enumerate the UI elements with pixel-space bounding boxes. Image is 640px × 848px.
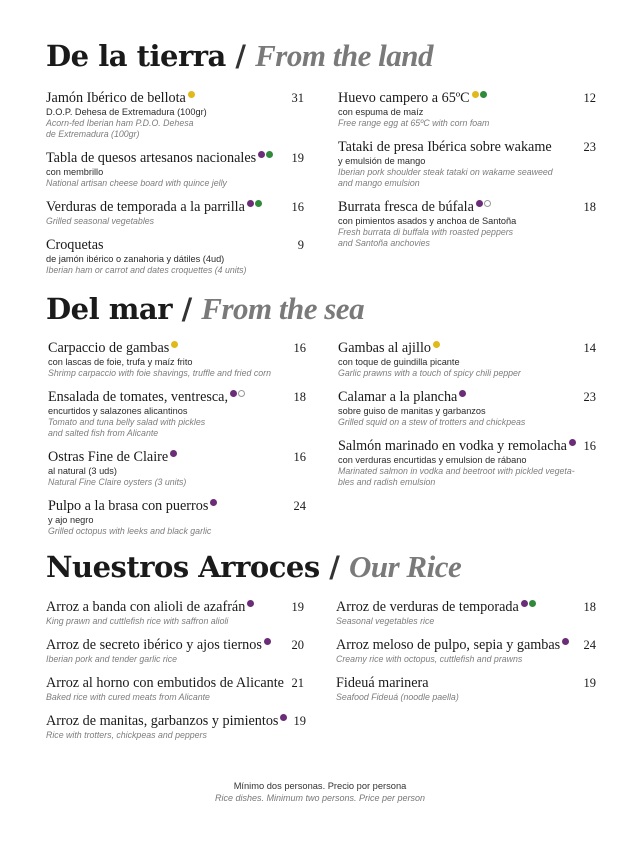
dairy-allergen-icon [569, 439, 576, 446]
menu-item-price: 24 [293, 499, 306, 513]
menu-item [48, 449, 306, 488]
menu-item-header [338, 90, 596, 107]
menu-item-name: Jamón Ibérico de bellota [46, 90, 186, 106]
menu-item-header [46, 637, 304, 654]
menu-item-description: D.O.P. Dehesa de Extremadura (100gr) [46, 107, 207, 117]
menu-item-price: 19 [583, 676, 596, 690]
allergen-badges [521, 600, 536, 607]
egg-allergen-icon [188, 91, 195, 98]
menu-item-translation: National artisan cheese board with quince jelly [46, 178, 227, 188]
dairy-allergen-icon [521, 600, 528, 607]
menu-item-description: encurtidos y salazones alicantinos [48, 406, 188, 416]
menu-item-translation: King prawn and cuttlefish rice with saffron alioli [46, 616, 229, 626]
section-title-en: From the land [255, 38, 433, 73]
menu-item-name: Ensalada de tomates, ventresca, [48, 389, 229, 405]
menu-item-description: y ajo negro [48, 515, 94, 525]
allergen-badges [562, 638, 569, 645]
allergen-badges [280, 714, 287, 721]
menu-item-name: Arroz de manitas, garbanzos y pimientos [46, 713, 279, 729]
menu-item-price: 21 [291, 676, 304, 690]
menu-item [48, 389, 306, 439]
allergen-badges [188, 91, 195, 98]
menu-item-price: 14 [583, 341, 596, 355]
menu-item-header [46, 90, 304, 107]
menu-item-name: Tabla de quesos artesanos nacionales [46, 150, 257, 166]
egg-allergen-icon [433, 341, 440, 348]
menu-item-translation: Seasonal vegetables rice [336, 616, 435, 626]
allergen-badges [230, 390, 245, 397]
menu-item-name: Arroz meloso de pulpo, sepia y gambas [336, 637, 561, 653]
menu-item-header [48, 340, 306, 357]
menu-item-name: Croquetas [46, 237, 104, 253]
menu-item-translation: Grilled squid on a stew of trotters and chickpeas [338, 417, 526, 427]
menu-column-left [48, 340, 306, 547]
egg-allergen-icon [171, 341, 178, 348]
allergen-badges [433, 341, 440, 348]
dairy-allergen-icon [562, 638, 569, 645]
menu-item-translation: Iberian pork and tender garlic rice [46, 654, 178, 664]
allergen-badges [171, 341, 178, 348]
section-title-en: From the sea [201, 291, 365, 326]
dairy-allergen-icon [280, 714, 287, 721]
menu-column-right [338, 340, 596, 498]
menu-item [46, 237, 304, 276]
menu-item [338, 139, 596, 189]
vegetarian-icon [266, 151, 273, 158]
menu-item-description: con membrillo [46, 167, 104, 177]
menu-item-name: Carpaccio de gambas [48, 340, 170, 356]
dairy-allergen-icon [247, 600, 254, 607]
allergen-badges [459, 390, 466, 397]
menu-item [48, 340, 306, 379]
dairy-allergen-icon [247, 200, 254, 207]
menu-item-translation: Seafood Fideuá (noodle paella) [336, 692, 459, 702]
menu-item-description: con verduras encurtidas y emulsion de rábano [338, 455, 527, 465]
menu-item [338, 90, 596, 129]
menu-item-translation: Tomato and tuna belly salad with pickles [48, 417, 206, 427]
menu-column-right [338, 90, 596, 259]
menu-item-translation: and salted fish from Alicante [48, 428, 159, 438]
menu-item [46, 599, 304, 627]
menu-item-description: al natural (3 uds) [48, 466, 117, 476]
menu-item-name: Ostras Fine de Claire [48, 449, 169, 465]
menu-item [338, 438, 596, 488]
dairy-allergen-icon [459, 390, 466, 397]
allergen-badges [258, 151, 273, 158]
menu-item-translation: Baked rice with cured meats from Alicante [46, 692, 210, 702]
allergen-badges [264, 638, 271, 645]
allergen-badges [170, 450, 177, 457]
menu-item [46, 713, 304, 741]
menu-item-translation: Iberian pork shoulder steak tataki on wakame seaweed [338, 167, 553, 177]
menu-item-price: 16 [583, 439, 596, 453]
menu-item-price: 9 [297, 238, 304, 252]
menu-item-description: y emulsión de mango [338, 156, 426, 166]
menu-item-header [338, 438, 596, 455]
menu-item-price: 23 [583, 140, 596, 154]
menu-item-name: Huevo campero a 65ºC [338, 90, 470, 106]
allergen-badges [247, 600, 254, 607]
menu-item-price: 18 [583, 200, 596, 214]
menu-item-name: Tataki de presa Ibérica sobre wakame [338, 139, 552, 155]
menu-item-price: 31 [291, 91, 304, 105]
menu-item-price: 23 [583, 390, 596, 404]
menu-item-translation: Natural Fine Claire oysters (3 units) [48, 477, 187, 487]
title-separator: / [235, 39, 246, 73]
menu-item-price: 24 [583, 638, 596, 652]
menu-item-description: con toque de guindilla picante [338, 357, 460, 367]
menu-item-translation: Fresh burrata di buffala with roasted peppers [338, 227, 514, 237]
menu-item [48, 498, 306, 537]
menu-item [338, 340, 596, 379]
menu-item [336, 599, 596, 627]
menu-item-price: 16 [293, 341, 306, 355]
dairy-allergen-icon [258, 151, 265, 158]
menu-item-name: Gambas al ajillo [338, 340, 431, 356]
menu-item-translation: Shrimp carpaccio with foie shavings, truffle and fried corn [48, 368, 271, 378]
allergen-badges [476, 200, 491, 207]
section-title-sea [46, 291, 364, 327]
allergen-badges [569, 439, 576, 446]
menu-item-price: 18 [583, 600, 596, 614]
menu-item [46, 637, 304, 665]
allergen-badges [472, 91, 487, 98]
menu-item-description: sobre guiso de manitas y garbanzos [338, 406, 486, 416]
menu-column-right [336, 599, 596, 713]
menu-item-description: con pimientos asados y anchoa de Santoña [338, 216, 517, 226]
menu-item-price: 12 [583, 91, 596, 105]
menu-item-price: 16 [291, 200, 304, 214]
menu-item-header [46, 599, 304, 616]
menu-item-name: Fideuá marinera [336, 675, 429, 691]
menu-item-price: 19 [291, 151, 304, 165]
menu-item-translation: Grilled seasonal vegetables [46, 216, 155, 226]
menu-item-translation: Grilled octopus with leeks and black garlic [48, 526, 212, 536]
title-separator: / [329, 550, 340, 584]
allergen-badges [210, 499, 217, 506]
allergen-badges [247, 200, 262, 207]
menu-item-name: Salmón marinado en vodka y remolacha [338, 438, 567, 454]
menu-item-header [336, 637, 596, 654]
menu-item-translation: Acorn-fed Iberian ham P.D.O. Dehesa [46, 118, 194, 128]
menu-item-description: con espuma de maíz [338, 107, 424, 117]
section-title-es: Nuestros Arroces [46, 550, 320, 584]
footer-note-es: Mínimo dos personas. Precio por persona [233, 781, 407, 791]
menu-item-name: Arroz de verduras de temporada [336, 599, 519, 615]
menu-item-price: 16 [293, 450, 306, 464]
section-title-es: Del mar [46, 292, 172, 326]
menu-item-header [48, 389, 306, 406]
dairy-allergen-icon [264, 638, 271, 645]
menu-item-header [46, 237, 304, 254]
section-title-es: De la tierra [46, 39, 226, 73]
section-title-land [46, 38, 433, 74]
menu-item-header [336, 675, 596, 692]
menu-item-header [336, 599, 596, 616]
menu-item [338, 199, 596, 249]
menu-item-translation: bles and radish emulsion [338, 477, 436, 487]
menu-item-price: 20 [291, 638, 304, 652]
egg-allergen-icon [472, 91, 479, 98]
dairy-allergen-icon [170, 450, 177, 457]
menu-item-description: de jamón ibérico o zanahoria y dátiles (4ud) [46, 254, 225, 264]
menu-item-translation: Garlic prawns with a touch of spicy chili pepper [338, 368, 521, 378]
menu-item-translation: Iberian ham or carrot and dates croquettes (4 units) [46, 265, 247, 275]
vegetarian-icon [255, 200, 262, 207]
menu-item-price: 19 [293, 714, 306, 728]
menu-item-header [338, 389, 596, 406]
menu-item-header [46, 150, 304, 167]
menu-item-price: 19 [291, 600, 304, 614]
menu-item-name: Calamar a la plancha [338, 389, 458, 405]
menu-item-header [338, 340, 596, 357]
allergen-outline-icon [484, 200, 491, 207]
menu-item-name: Pulpo a la brasa con puerros [48, 498, 209, 514]
vegetarian-icon [480, 91, 487, 98]
menu-item [336, 637, 596, 665]
menu-item-translation: Free range egg at 65ºC with corn foam [338, 118, 490, 128]
allergen-outline-icon [238, 390, 245, 397]
menu-item-header [46, 199, 304, 216]
menu-item-translation: and mango emulsion [338, 178, 420, 188]
menu-item [336, 675, 596, 703]
menu-item-translation: Marinated salmon in vodka and beetroot with pickled vegeta- [338, 466, 575, 476]
menu-item-translation: and Santoña anchovies [338, 238, 430, 248]
title-separator: / [181, 292, 192, 326]
menu-item-description: con lascas de foie, trufa y maíz frito [48, 357, 193, 367]
menu-item [46, 90, 304, 140]
vegetarian-icon [529, 600, 536, 607]
menu-item [338, 389, 596, 428]
menu-item-name: Verduras de temporada a la parrilla [46, 199, 245, 215]
menu-footer [0, 781, 640, 803]
menu-item-name: Arroz al horno con embutidos de Alicante [46, 675, 284, 691]
menu-item-name: Arroz a banda con alioli de azafrán [46, 599, 246, 615]
menu-item [46, 199, 304, 227]
menu-item-name: Burrata fresca de búfala [338, 199, 474, 215]
menu-item [46, 675, 304, 703]
section-title-rice [46, 549, 461, 585]
menu-item-header [48, 449, 306, 466]
section-title-en: Our Rice [348, 549, 462, 584]
menu-item-name: Arroz de secreto ibérico y ajos tiernos [46, 637, 262, 653]
dairy-allergen-icon [476, 200, 483, 207]
menu-item-translation: Creamy rice with octopus, cuttlefish and prawns [336, 654, 523, 664]
menu-column-left [46, 90, 304, 286]
footer-note-en: Rice dishes. Minimum two persons. Price per person [214, 793, 426, 803]
menu-item-translation: de Extremadura (100gr) [46, 129, 140, 139]
menu-item-price: 18 [293, 390, 306, 404]
menu-item-translation: Rice with trotters, chickpeas and peppers [46, 730, 207, 740]
menu-item-header [338, 199, 596, 216]
menu-item-header [48, 498, 306, 515]
dairy-allergen-icon [230, 390, 237, 397]
menu-item-header [46, 675, 304, 692]
menu-item-header [338, 139, 596, 156]
dairy-allergen-icon [210, 499, 217, 506]
menu-column-left [46, 599, 304, 751]
menu-item [46, 150, 304, 189]
menu-item-header [46, 713, 304, 730]
